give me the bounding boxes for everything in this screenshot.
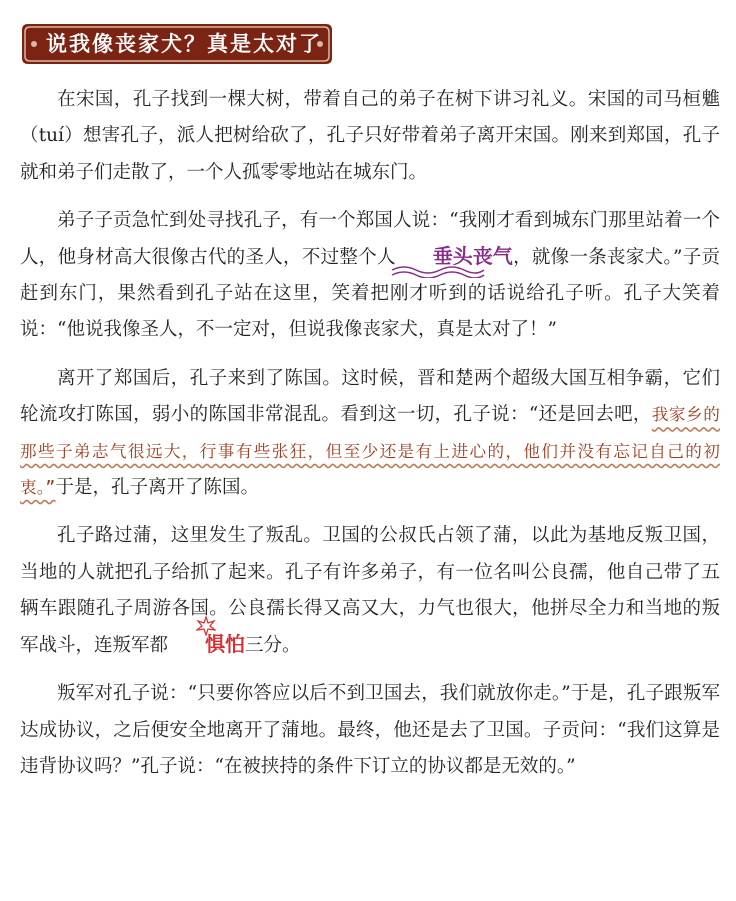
paragraph-5-text: 叛军对孔子说：“只要你答应以后不到卫国去，我们就放你走。”于是，孔子跟叛军达成协议，之后便安全地离开了蒲地。最终，他还是去了卫国。子贡问：“我们这算是违背协议吗？”孔子说：“在被挟持的条件下订立的协议都是无效的。” (20, 683, 720, 777)
paragraph-3-text-a: 离开了郑国后，孔子来到了陈国。这时候，晋和楚两个超级大国互相争霸，它们轮流攻打陈国，弱小的陈国非常混乱。看到这一切，孔子说：“还是回去吧， (20, 367, 720, 426)
highlight-word (168, 631, 246, 656)
highlight-phrase (396, 243, 513, 268)
paragraph-2 (20, 203, 720, 349)
title-banner (20, 22, 334, 66)
highlight-phrase-text: 垂头丧气 (432, 243, 513, 268)
paragraph-4-text-b: 三分。 (245, 634, 301, 656)
highlight-word-text: 惧怕 (205, 631, 246, 656)
paragraph-2-text-b: ，就像一条丧家犬。”子贡赶到东门，果然看到孔子站在这里，笑着把刚才听到的话说给孔子听。孔子大笑着说：“他说我像圣人，不一定对，但说我像丧家犬，真是太对了！” (20, 246, 720, 341)
paragraph-4 (20, 518, 720, 664)
article-body (20, 82, 720, 797)
paragraph-3 (20, 361, 720, 507)
paragraph-1 (20, 82, 720, 191)
handwritten-quote: 我家乡的那些子弟志气很远大，行事有些张狂，但至少还是有上进心的，他们并没有忘记自己的初衷。” (20, 405, 720, 498)
burst-icon (196, 616, 216, 636)
paragraph-1-text: 在宋国，孔子找到一棵大树，带着自己的弟子在树下讲习礼义。宋国的司马桓魋（tuí）想害孔子，派人把树给砍了，孔子只好带着弟子离开宋国。刚来到郑国，孔子就和弟子们走散了，一个人孤零零地站在城东门。 (20, 89, 720, 183)
page-title: 说我像丧家犬？真是太对了 (46, 32, 322, 56)
paragraph-4-text-a: 孔子路过蒲，这里发生了叛乱。卫国的公叔氏占领了蒲，以此为基地反叛卫国，当地的人就把孔子给抓了起来。孔子有许多弟子，有一位名叫公良孺，他自己带了五辆车跟随孔子周游各国。公良孺长得又高又大，力气也很大，他拼尽全力和当地的叛军战斗，连叛军都 (20, 525, 720, 656)
wavy-underline-icon (390, 264, 486, 278)
paragraph-2-text-a: 弟子子贡急忙到处寻找孔子，有一个郑国人说：“我刚才看到城东门那里站着一个人，他身材高大很像古代的圣人，不过整个人 (20, 210, 720, 268)
paragraph-3-text-b: 于是，孔子离开了陈国。 (55, 477, 259, 499)
paragraph-5 (20, 676, 720, 785)
